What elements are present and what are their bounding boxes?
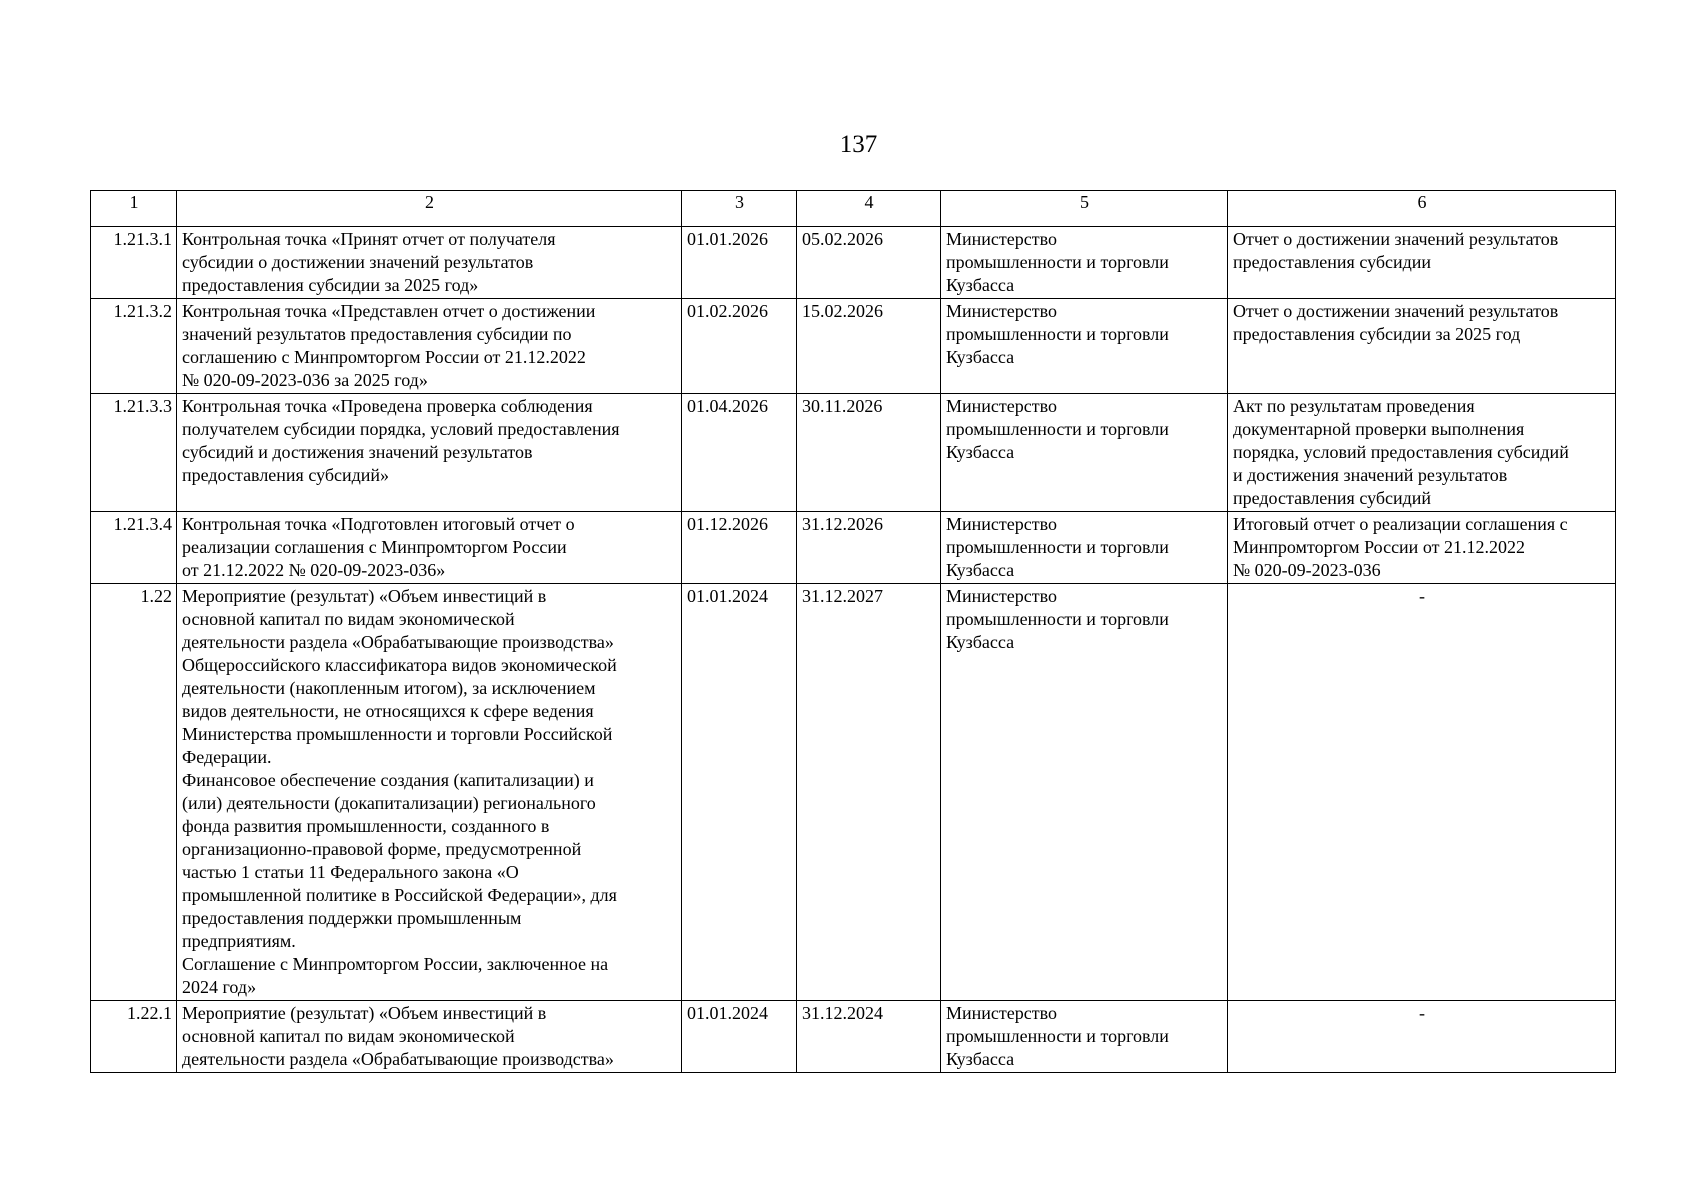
row-description-line: (или) деятельности (докапитализации) регионального: [182, 793, 596, 813]
row-result-line: -: [1419, 1003, 1425, 1023]
row-description-line: предоставления субсидий»: [182, 465, 390, 485]
row-number: 1.21.3.2: [91, 299, 177, 394]
row-end-date: 30.11.2026: [797, 394, 941, 512]
row-description: [177, 227, 682, 299]
row-responsible: [941, 584, 1228, 1001]
row-result: [1228, 227, 1616, 299]
table-row: [91, 512, 1616, 584]
row-description: [177, 1001, 682, 1073]
activities-table: [90, 190, 1616, 1073]
row-description: [177, 299, 682, 394]
row-result-line: Отчет о достижении значений результатов: [1233, 301, 1559, 321]
row-description-line: субсидий и достижения значений результатов: [182, 442, 533, 462]
column-header-3: 3: [682, 191, 797, 227]
row-result-line: документарной проверки выполнения: [1233, 419, 1525, 439]
row-description-line: соглашению с Минпромторгом России от 21.12.2022: [182, 347, 586, 367]
row-description-line: № 020-09-2023-036 за 2025 год»: [182, 370, 428, 390]
row-description-line: значений результатов предоставления субсидии по: [182, 324, 572, 344]
row-result-line: Итоговый отчет о реализации соглашения с: [1233, 514, 1568, 534]
row-description-line: Соглашение с Минпромторгом России, заключенное на: [182, 954, 609, 974]
table-row: [91, 1001, 1616, 1073]
row-end-date: 31.12.2024: [797, 1001, 941, 1073]
row-result-line: Акт по результатам проведения: [1233, 396, 1475, 416]
row-description-line: Контрольная точка «Принят отчет от получателя: [182, 229, 556, 249]
row-responsible-line: Кузбасса: [946, 347, 1015, 367]
row-responsible-line: промышленности и торговли: [946, 1026, 1169, 1046]
row-responsible-line: Министерство: [946, 301, 1057, 321]
row-responsible-line: промышленности и торговли: [946, 537, 1169, 557]
row-start-date: 01.12.2026: [682, 512, 797, 584]
row-result-line: предоставления субсидий: [1233, 488, 1432, 508]
row-description-line: основной капитал по видам экономической: [182, 609, 515, 629]
row-responsible-line: Министерство: [946, 514, 1057, 534]
row-number: 1.22.1: [91, 1001, 177, 1073]
table-row: [91, 394, 1616, 512]
row-result-line: предоставления субсидии: [1233, 252, 1432, 272]
row-result-line: Отчет о достижении значений результатов: [1233, 229, 1559, 249]
row-responsible-line: Кузбасса: [946, 560, 1015, 580]
row-description-line: Мероприятие (результат) «Объем инвестиций в: [182, 1003, 547, 1023]
row-description-line: деятельности раздела «Обрабатывающие производства»: [182, 632, 614, 652]
row-description-line: Федерации.: [182, 747, 272, 767]
row-responsible-line: Министерство: [946, 586, 1057, 606]
row-description-line: от 21.12.2022 № 020-09-2023-036»: [182, 560, 446, 580]
row-description-line: Контрольная точка «Подготовлен итоговый отчет о: [182, 514, 575, 534]
row-responsible-line: Министерство: [946, 396, 1057, 416]
row-responsible: [941, 512, 1228, 584]
row-end-date: 31.12.2027: [797, 584, 941, 1001]
row-responsible-line: Кузбасса: [946, 442, 1015, 462]
row-responsible: [941, 227, 1228, 299]
column-header-5: 5: [941, 191, 1228, 227]
page-number: 137: [839, 131, 878, 158]
table-row: [91, 227, 1616, 299]
row-description-line: предоставления субсидии за 2025 год»: [182, 275, 479, 295]
row-responsible-line: Кузбасса: [946, 275, 1015, 295]
row-result: [1228, 1001, 1616, 1073]
row-description: [177, 512, 682, 584]
row-description-line: фонда развития промышленности, созданного в: [182, 816, 550, 836]
column-header-1: 1: [91, 191, 177, 227]
row-description-line: Контрольная точка «Представлен отчет о достижении: [182, 301, 596, 321]
row-result: [1228, 394, 1616, 512]
row-description-line: деятельности (накопленным итогом), за исключением: [182, 678, 596, 698]
row-description-line: Контрольная точка «Проведена проверка соблюдения: [182, 396, 593, 416]
row-result-line: -: [1419, 586, 1425, 606]
row-description-line: Мероприятие (результат) «Объем инвестиций в: [182, 586, 547, 606]
row-description-line: деятельности раздела «Обрабатывающие производства»: [182, 1049, 614, 1069]
row-description-line: основной капитал по видам экономической: [182, 1026, 515, 1046]
row-result-line: Минпромторгом России от 21.12.2022: [1233, 537, 1525, 557]
row-end-date: 15.02.2026: [797, 299, 941, 394]
row-responsible-line: Министерство: [946, 229, 1057, 249]
table-row: [91, 299, 1616, 394]
row-number: 1.22: [91, 584, 177, 1001]
row-description-line: частью 1 статьи 11 Федерального закона «О: [182, 862, 519, 882]
row-description: [177, 584, 682, 1001]
row-responsible-line: промышленности и торговли: [946, 324, 1169, 344]
row-responsible-line: Кузбасса: [946, 632, 1015, 652]
row-description-line: субсидии о достижении значений результатов: [182, 252, 534, 272]
row-description-line: промышленной политике в Российской Федерации», для: [182, 885, 617, 905]
row-responsible-line: Министерство: [946, 1003, 1057, 1023]
row-responsible-line: промышленности и торговли: [946, 419, 1169, 439]
row-result-line: № 020-09-2023-036: [1233, 560, 1381, 580]
row-description-line: Финансовое обеспечение создания (капитализации) и: [182, 770, 594, 790]
row-responsible: [941, 394, 1228, 512]
row-result-line: порядка, условий предоставления субсидий: [1233, 442, 1569, 462]
column-header-2: 2: [177, 191, 682, 227]
row-description-line: предоставления поддержки промышленным: [182, 908, 522, 928]
row-start-date: 01.01.2026: [682, 227, 797, 299]
row-end-date: 31.12.2026: [797, 512, 941, 584]
row-start-date: 01.01.2024: [682, 584, 797, 1001]
column-header-4: 4: [797, 191, 941, 227]
row-end-date: 05.02.2026: [797, 227, 941, 299]
row-result: [1228, 512, 1616, 584]
row-description-line: получателем субсидии порядка, условий предоставления: [182, 419, 620, 439]
row-description-line: Министерства промышленности и торговли Российской: [182, 724, 613, 744]
row-description-line: Общероссийского классификатора видов экономической: [182, 655, 617, 675]
row-result: [1228, 584, 1616, 1001]
row-description-line: 2024 год»: [182, 977, 257, 997]
row-result: [1228, 299, 1616, 394]
row-description-line: видов деятельности, не относящихся к сфере ведения: [182, 701, 594, 721]
row-description-line: реализации соглашения с Минпромторгом России: [182, 537, 567, 557]
row-responsible: [941, 299, 1228, 394]
column-header-6: 6: [1228, 191, 1616, 227]
row-responsible-line: промышленности и торговли: [946, 609, 1169, 629]
row-description-line: предприятиям.: [182, 931, 296, 951]
row-description-line: организационно-правовой форме, предусмотренной: [182, 839, 582, 859]
row-start-date: 01.02.2026: [682, 299, 797, 394]
row-start-date: 01.04.2026: [682, 394, 797, 512]
row-start-date: 01.01.2024: [682, 1001, 797, 1073]
row-responsible: [941, 1001, 1228, 1073]
row-responsible-line: Кузбасса: [946, 1049, 1015, 1069]
row-number: 1.21.3.4: [91, 512, 177, 584]
table-row: [91, 584, 1616, 1001]
row-result-line: предоставления субсидии за 2025 год: [1233, 324, 1521, 344]
table-header-row: [91, 191, 1616, 227]
row-result-line: и достижения значений результатов: [1233, 465, 1508, 485]
row-description: [177, 394, 682, 512]
row-responsible-line: промышленности и торговли: [946, 252, 1169, 272]
row-number: 1.21.3.3: [91, 394, 177, 512]
row-number: 1.21.3.1: [91, 227, 177, 299]
